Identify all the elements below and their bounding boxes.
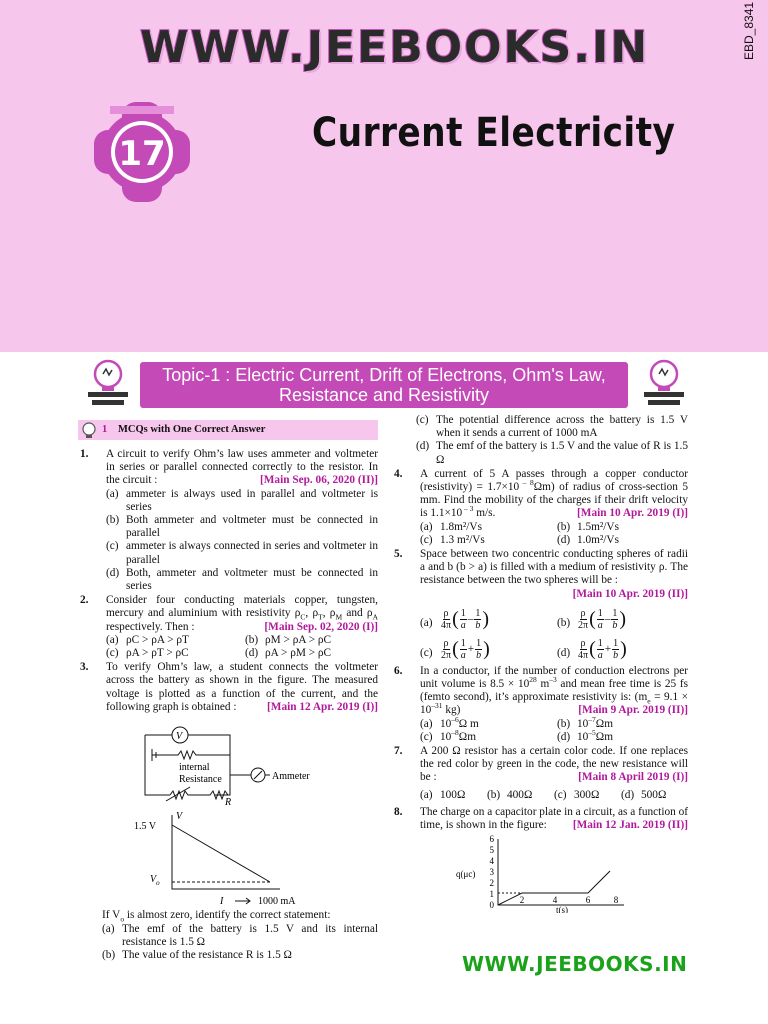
exam-source: [Main Sep. 02, 2020 (I)]: [264, 620, 378, 633]
option: [420, 637, 551, 661]
numerator: ρ: [580, 607, 586, 619]
y-tick-label: 4: [489, 856, 494, 867]
left-column: [80, 420, 378, 963]
option-letter: (a): [420, 717, 433, 730]
option-text: 100Ω: [440, 788, 466, 801]
option: [106, 514, 378, 540]
x-tick-label: 8: [613, 895, 619, 906]
question-text: The charge on a capacitor plate in a circuit, as a function of time, is shown in the figure:: [420, 805, 688, 832]
denominator: a: [460, 649, 466, 661]
question-number: 6.: [394, 664, 403, 677]
option: [557, 534, 688, 547]
numerator: 1: [475, 607, 481, 619]
option-letter: (a): [420, 616, 433, 629]
question-number: 3.: [80, 661, 89, 674]
question-number: 8.: [394, 805, 403, 818]
option: [420, 789, 487, 802]
question-text: kg): [442, 704, 461, 717]
question-text: Consider four conducting materials copper, tungsten, mercury and aluminium with resistivity ρ: [106, 594, 378, 620]
question-6: [394, 665, 688, 744]
numerator: 1: [613, 637, 619, 649]
subscript: e: [647, 696, 651, 706]
option: [557, 728, 688, 744]
section-header: [78, 420, 378, 440]
option-letter: (c): [106, 647, 119, 660]
question-3-options-continued: [394, 414, 688, 467]
superscript: –8: [451, 728, 459, 738]
option-letter: (a): [106, 487, 119, 500]
question-number: 7.: [394, 745, 403, 758]
superscript: 28: [529, 675, 537, 685]
superscript: –3: [549, 675, 557, 685]
option-letter: (c): [420, 533, 433, 546]
option-text: 1.8m²/Vs: [440, 520, 482, 533]
exam-source: [Main 12 Jan. 2019 (II)]: [572, 819, 688, 832]
denominator: b: [613, 649, 619, 661]
option-text: The emf of the battery is 1.5 V and the value of R is 1.5 Ω: [436, 440, 688, 466]
question-text: Space between two concentric conducting spheres of radii a and b (b > a) is filled with a medium of resistivity ρ. The resistance between the two spheres will be :: [420, 548, 688, 587]
exam-source: [Main 8 April 2019 (I)]: [578, 771, 688, 784]
topic-banner: Topic-1 : Electric Current, Drift of Electrons, Ohm's Law, Resistance and Resistivity: [140, 362, 628, 408]
option-letter: (d): [557, 646, 571, 659]
vo-label: $V_o$: [150, 874, 160, 888]
option: [557, 637, 688, 661]
y-tick-label: 0: [489, 900, 494, 911]
option-text: The potential difference across the battery is 1.5 V when it sends a current of 1000 mA: [436, 414, 688, 440]
denominator: 2π: [441, 649, 452, 661]
option-letter: (b): [557, 616, 571, 629]
denominator: b: [612, 619, 618, 631]
option-letter: (c): [416, 414, 429, 426]
subscript: o: [120, 914, 125, 924]
option-letter: (d): [557, 533, 571, 546]
circuit-diagram: [80, 715, 378, 805]
numerator: 1: [460, 637, 466, 649]
exam-source: [Main 9 Apr. 2019 (II)]: [578, 704, 688, 717]
option-text: ρM > ρA > ρC: [265, 633, 332, 646]
option: [106, 567, 378, 593]
numerator: 1: [597, 637, 603, 649]
superscript: –5: [588, 728, 596, 738]
operator: –: [604, 612, 611, 625]
v-top-label: 1.5 V: [134, 821, 157, 833]
question-number: 1.: [80, 448, 89, 460]
question-text: = 9.1 × 10: [420, 691, 688, 717]
y-tick-label: 3: [489, 867, 494, 878]
option: [557, 521, 688, 534]
denominator: a: [597, 649, 603, 661]
subscript: C: [300, 612, 306, 622]
option-letter: (b): [245, 633, 259, 646]
internal-label: internal: [179, 762, 210, 774]
option-letter: (d): [416, 440, 430, 453]
question-5: [394, 548, 688, 661]
option: [106, 540, 378, 566]
charge-time-graph: [394, 833, 688, 913]
superscript: – 8: [519, 478, 534, 488]
option-letter: (a): [420, 520, 433, 533]
y-tick-label: 5: [489, 845, 494, 856]
y-axis-label: q(μc): [456, 869, 476, 880]
numerator: ρ: [580, 637, 586, 649]
denominator: 4π: [441, 619, 452, 631]
option-text: ρA > ρT > ρC: [126, 647, 189, 660]
chapter-number: 17: [118, 134, 166, 174]
question-text: m/s.: [473, 507, 496, 520]
question-7: [394, 745, 688, 802]
question-8: [394, 806, 688, 832]
option-unit: Ωm: [595, 730, 613, 743]
option: [420, 534, 551, 547]
option-text: Both ammeter and voltmeter must be connected in parallel: [126, 514, 378, 540]
superscript: – 3: [462, 504, 474, 514]
option: [102, 923, 378, 949]
option-text: 300Ω: [574, 788, 600, 801]
question-text: A current of 5 A passes through a copper conductor (resistivity) = 1.7×10: [420, 467, 688, 494]
question-text: and ρ: [342, 607, 373, 620]
option-letter: (d): [557, 730, 571, 743]
option-letter: (c): [420, 730, 433, 743]
option: [420, 607, 551, 631]
bulb-icon: [642, 356, 686, 410]
chapter-number-badge: [92, 98, 192, 206]
question-number: 4.: [394, 467, 403, 480]
formula: $\frac{\rho}{2\pi}$ ( $\frac{1}{a}$ + $\frac{1}{b}$ ): [441, 637, 490, 661]
option-text: 1.5m²/Vs: [577, 520, 619, 533]
right-column: [394, 414, 688, 917]
option-letter: (a): [102, 922, 115, 935]
site-title: WWW.JEEBOOKS.IN: [140, 22, 650, 73]
x-tick-label: 4: [552, 895, 558, 906]
option: [557, 607, 688, 631]
option: [106, 488, 378, 514]
denominator: 2π: [578, 619, 589, 631]
option-text: Both, ammeter and voltmeter must be connected in series: [126, 566, 378, 593]
option-text: The emf of the battery is 1.5 V and its internal resistance is 1.5 Ω: [122, 922, 378, 948]
option-text: 10: [440, 730, 452, 743]
option-text: ammeter is always connected in series and voltmeter in parallel: [126, 540, 378, 566]
option-letter: (d): [621, 788, 635, 801]
option: [420, 728, 551, 744]
superscript: –31: [431, 701, 443, 711]
question-number: 2.: [80, 594, 89, 607]
section-number: 1: [102, 424, 108, 435]
question-3: [80, 661, 378, 714]
option-letter: (c): [420, 646, 433, 659]
option: [416, 414, 688, 440]
question-text: A 200 Ω resistor has a certain color code. If one replaces the red color by green in the code, the new resistance will be :: [420, 745, 688, 784]
denominator: b: [475, 619, 481, 631]
option-text: 500Ω: [641, 788, 667, 801]
subscript: A: [372, 612, 378, 622]
option-letter: (c): [106, 540, 119, 553]
exam-source: [Main 12 Apr. 2019 (I)]: [267, 700, 378, 713]
voltage-current-graph: [80, 809, 378, 905]
question-text: To verify Ohm’s law, a student connects the voltmeter across the battery as shown in the figure. The measured voltage is plotted as a function of the current, and the following graph is obtained :: [106, 661, 378, 713]
section-title: MCQs with One Correct Answer: [118, 424, 266, 435]
question-4: [394, 468, 688, 547]
option-letter: (d): [245, 647, 259, 660]
option-unit: Ωm: [458, 730, 476, 743]
option-letter: (b): [557, 717, 571, 730]
y-tick-label: 6: [489, 834, 494, 845]
question-text: and mean free time is 25 fs (femto second), it’s approximate resistivity is: (m: [420, 678, 688, 704]
option-unit: Ωm: [595, 717, 613, 730]
option: [245, 634, 378, 647]
option-letter: (b): [557, 520, 571, 533]
option: [106, 647, 239, 660]
numerator: 1: [476, 637, 482, 649]
resistance-label: Resistance: [179, 774, 222, 786]
option-text: 1.3 m²/Vs: [440, 533, 485, 546]
operator: –: [467, 612, 474, 625]
option-text: The value of the resistance R is 1.5 Ω: [122, 949, 292, 962]
chapter-title: Current Electricity: [312, 110, 676, 156]
question-text: A circuit to verify Ohm’s law uses ammeter and voltmeter in series or parallel connected correctly to the resistor. In the circuit :: [106, 448, 378, 487]
operator: +: [467, 642, 475, 655]
denominator: a: [597, 619, 603, 631]
question-3-continued: [80, 909, 378, 962]
option-letter: (b): [102, 949, 116, 962]
option-text: 10: [577, 717, 589, 730]
question-text: Ωm) of radius of cross-section 5 mm. Find the mobility of the charges if their drift velocity is 1.1×10: [420, 481, 689, 520]
x-axis-label: t(s): [556, 905, 568, 914]
bulb-icon: [86, 356, 130, 410]
formula: $\frac{\rho}{4\pi}$ ( $\frac{1}{a}$ + $\frac{1}{b}$ ): [578, 637, 627, 661]
option: [416, 440, 688, 466]
option: [420, 521, 551, 534]
bulb-icon: [80, 421, 98, 439]
question-text: is almost zero, identify the correct statement:: [124, 909, 331, 922]
question-text: In a conductor, if the number of conduction electrons per unit volume is 8.5 × 10: [420, 664, 688, 691]
exam-source: [Main 10 Apr. 2019 (I)]: [577, 507, 688, 520]
question-1: [80, 448, 378, 593]
numerator: 1: [597, 607, 603, 619]
option-text: 10: [577, 730, 589, 743]
formula: $\frac{\rho}{2\pi}$ ( $\frac{1}{a}$ – $\frac{1}{b}$ ): [578, 607, 627, 631]
question-text: m: [536, 678, 550, 691]
option-letter: (b): [487, 788, 501, 801]
option: [487, 789, 554, 802]
option: [554, 789, 621, 802]
option-text: 400Ω: [507, 788, 533, 801]
option: [621, 789, 688, 802]
numerator: ρ: [443, 607, 449, 619]
option: [106, 634, 239, 647]
option-letter: (a): [106, 633, 119, 646]
i-max-label: 1000 mA: [258, 896, 296, 906]
option-text: ammeter is always used in parallel and voltmeter is series: [126, 487, 378, 513]
footer-site: WWW.JEEBOOKS.IN: [462, 952, 688, 976]
x-tick-label: 2: [519, 895, 525, 906]
numerator: 1: [612, 607, 618, 619]
ammeter-label: Ammeter: [272, 771, 310, 783]
exam-source: [Main 10 Apr. 2019 (II)]: [572, 587, 688, 600]
option-text: ρC > ρA > ρT: [126, 633, 189, 646]
x-tick-label: 6: [585, 895, 591, 906]
option-text: 10: [440, 717, 452, 730]
superscript: –7: [588, 714, 596, 724]
option-letter: (c): [554, 788, 567, 801]
option-unit: Ω m: [458, 717, 479, 730]
option: [245, 647, 378, 660]
subscript: T: [318, 612, 323, 622]
question-2: 2. Consider four conducting materials copper, tungsten, mercury and aluminium with resistivity $\rho_C$, $\rho_T$, $\rho_M$ and $\rho_A$ respectively. Then : [Main Sep. 02, 2020 (I)] (a) ρC > ρA > ρT (b) ρM > ρA > ρC (c) ρA > ρT > ρC (d) ρA > ρM > ρC: [80, 594, 378, 660]
operator: +: [604, 642, 612, 655]
option-text: 1.0m²/Vs: [577, 533, 619, 546]
option: [102, 949, 378, 962]
denominator: b: [476, 649, 482, 661]
option-letter: (a): [420, 788, 433, 801]
i-axis-label: I: [220, 896, 224, 906]
option-letter: (b): [106, 514, 120, 527]
subscript: M: [335, 612, 343, 622]
r-label: R: [225, 797, 232, 806]
numerator: ρ: [443, 637, 449, 649]
option: [420, 714, 551, 731]
side-code: EBD_8341: [742, 1, 756, 60]
y-tick-label: 1: [489, 889, 494, 900]
question-text: respectively. Then :: [106, 620, 195, 633]
numerator: 1: [460, 607, 466, 619]
exam-source: [Main Sep. 06, 2020 (II)]: [260, 474, 378, 487]
option-text: ρA > ρM > ρC: [265, 647, 332, 660]
voltmeter-label: V: [176, 731, 183, 743]
formula: $\frac{\rho}{4\pi}$ ( $\frac{1}{a}$ – $\frac{1}{b}$ ): [441, 607, 490, 631]
question-text: If V: [102, 909, 121, 922]
option-letter: (d): [106, 566, 120, 579]
option: [557, 714, 688, 731]
superscript: –6: [451, 714, 459, 724]
v-axis-label: V: [176, 811, 183, 823]
denominator: 4π: [578, 649, 589, 661]
y-tick-label: 2: [489, 878, 494, 889]
denominator: a: [460, 619, 466, 631]
question-number: 5.: [394, 548, 403, 561]
